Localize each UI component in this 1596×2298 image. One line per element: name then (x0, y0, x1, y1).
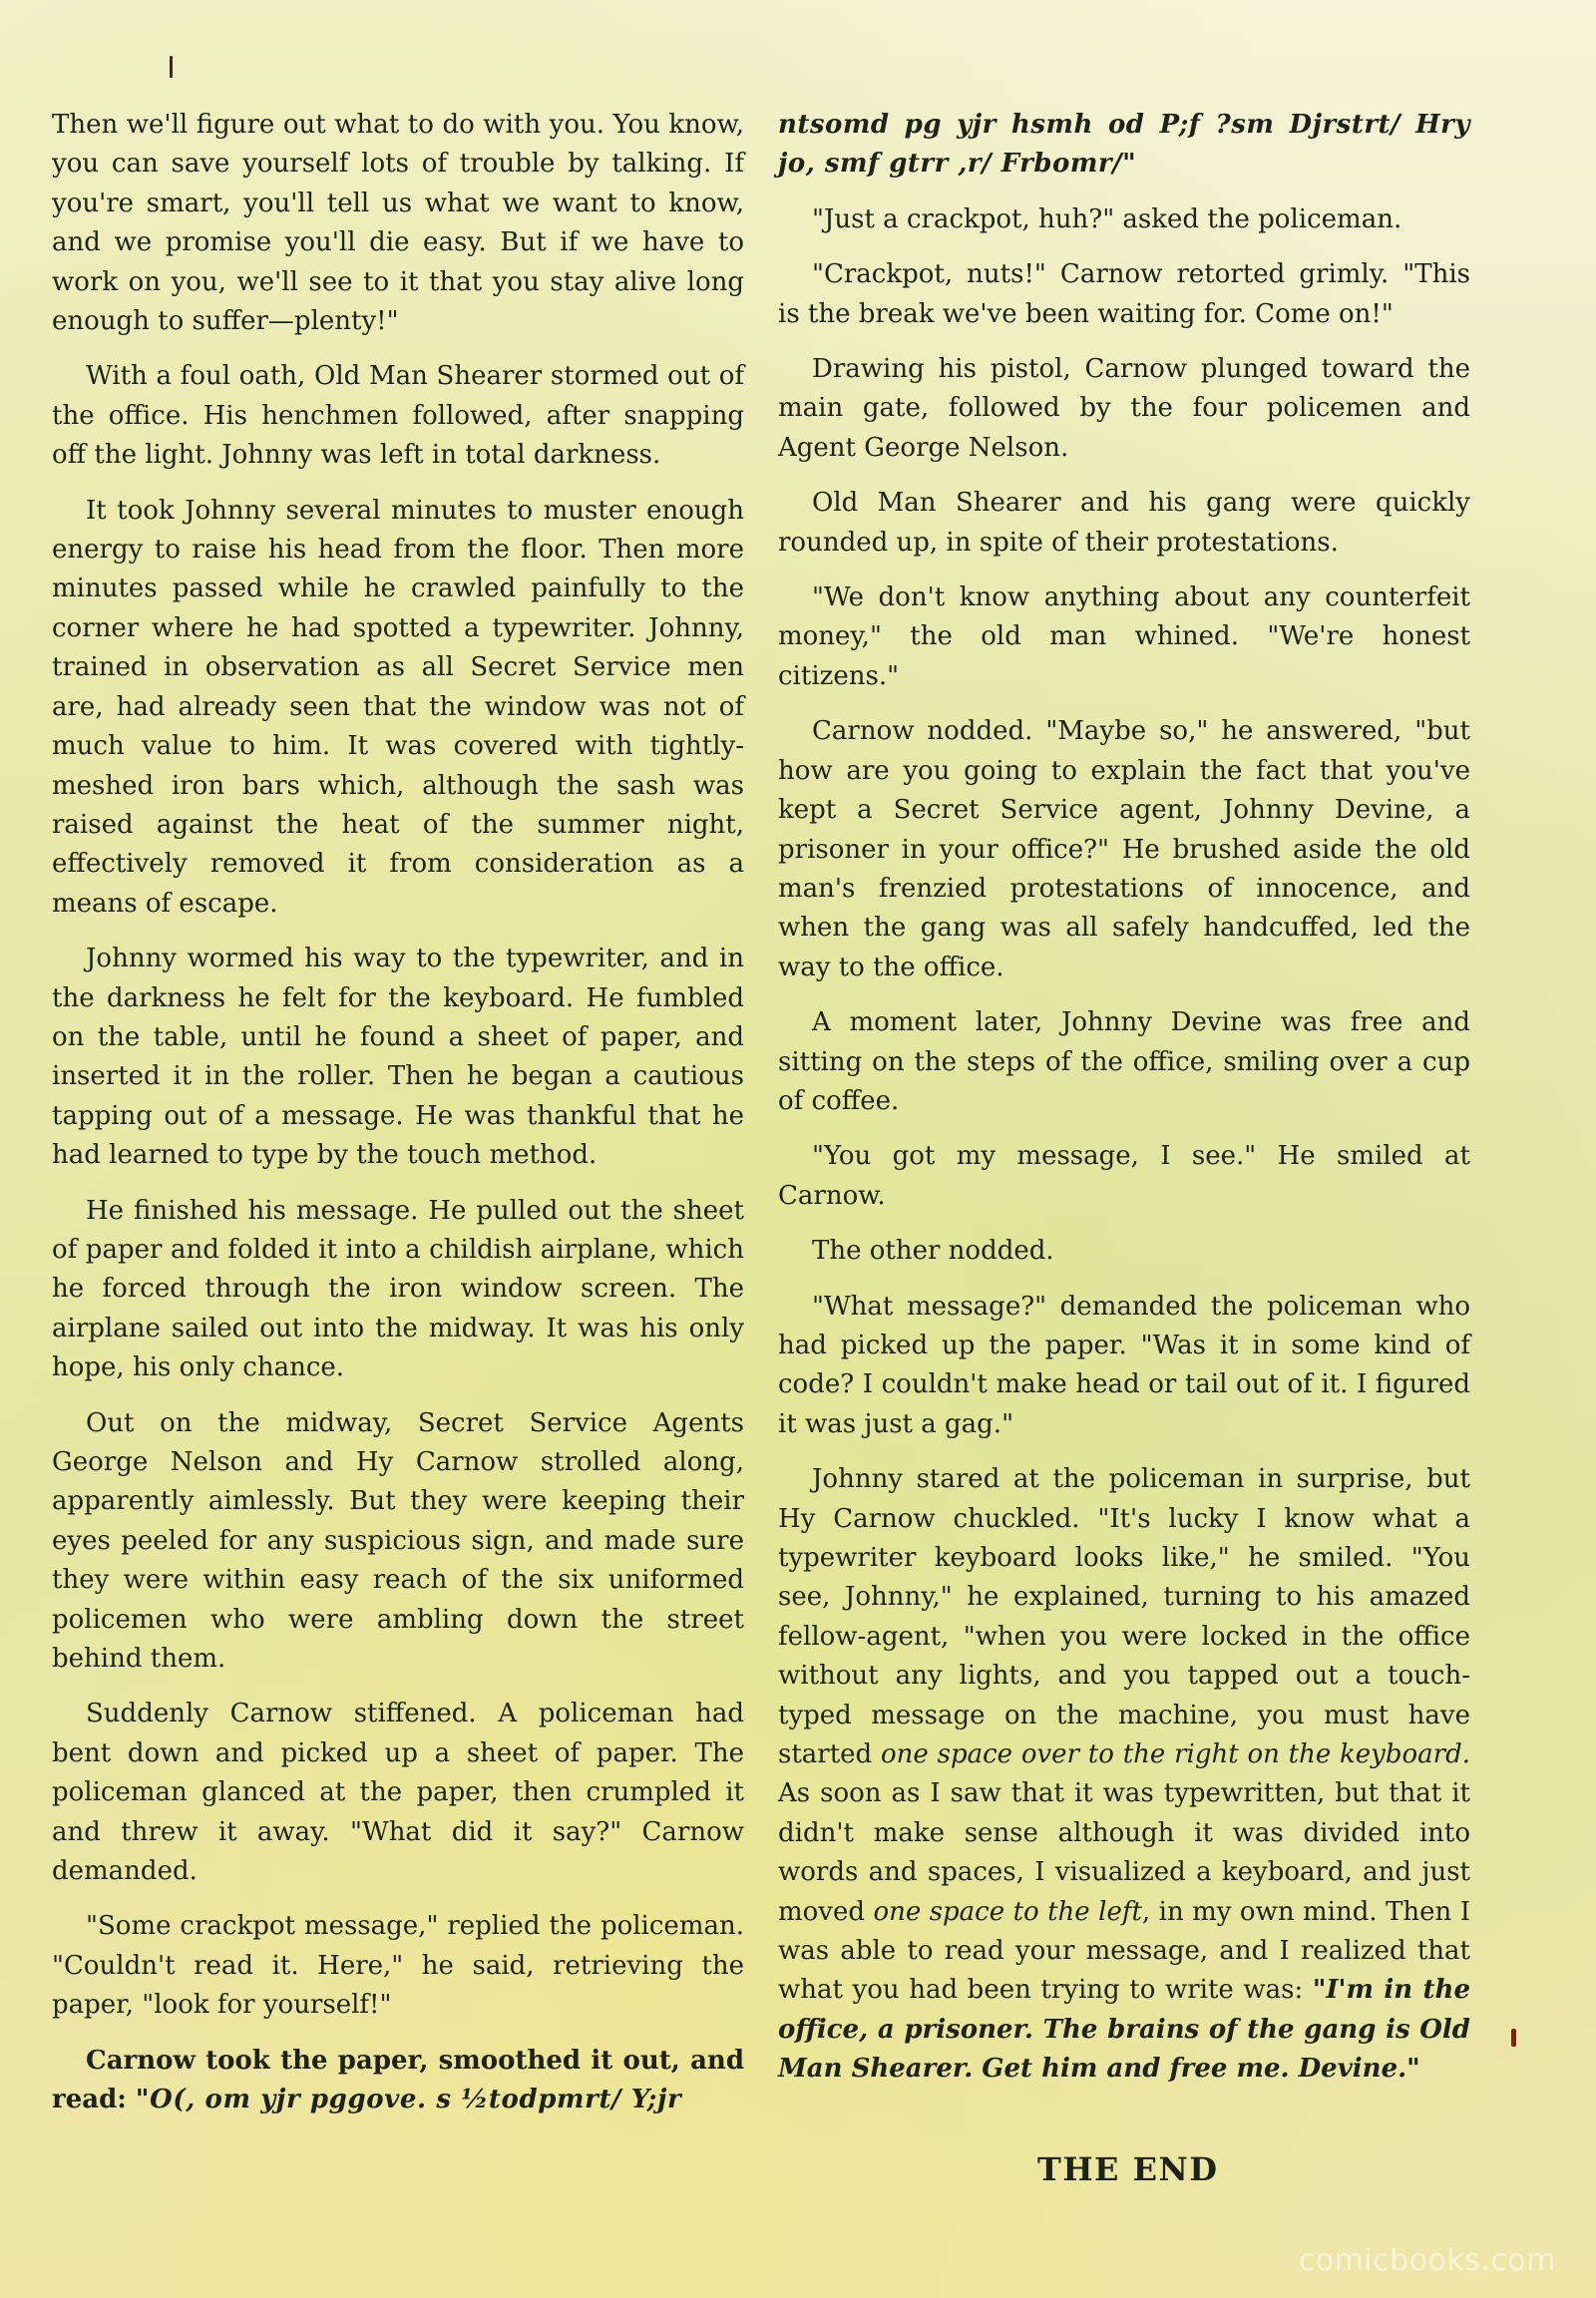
coded-message-continued: ntsomd pg yjr hsmh od P;f ?sm Djrstrt/ Hry jo, smf gtrr ,r/ Frbomr/" (778, 110, 1470, 180)
emphasis-run: one space to the left (873, 1896, 1142, 1927)
paragraph-lead: Carnow took the paper, smoothed it out, and read: (52, 2045, 744, 2115)
paragraph: Johnny wormed his way to the typewriter, and in the darkness he felt for the keyboard. He fumbled on the table, until he found a sheet of paper, and inserted it in the roller. Then he began a cautious tapping out of a message. He was thankful that he had learned to type by the touch method. (52, 944, 744, 1171)
paragraph: "Just a crackpot, huh?" asked the policeman. (812, 203, 1402, 234)
right-column (778, 106, 1470, 2106)
paragraph: Then we'll figure out what to do with you. You know, you can save yourself lots of trouble by talking. If you're smart, you'll tell us what we want to know, and we promise you'll die easy. But if we have to work on you, we'll see to it that you stay alive long enough to suffer—plenty!" (52, 110, 744, 337)
paragraph-coded-message-start (52, 2042, 744, 2120)
paragraph: Out on the midway, Secret Service Agents George Nelson and Hy Carnow strolled along, apparently aimlessly. But they were keeping their eyes peeled for any suspicious sign, and made sure they were within easy reach of the six uniformed policemen who were ambling down the street behind them. (52, 1407, 744, 1675)
ink-speck (170, 56, 173, 78)
decoded-message: "I'm in the office, a prisoner. The brains of the gang is Old Man Shearer. Get him and free me. Devine." (778, 1975, 1470, 2085)
paragraph: "What message?" demanded the policeman who had picked up the paper. "Was it in some kind of code? I couldn't make head or tail out of it. I figured it was just a gag." (778, 1291, 1470, 1439)
paragraph: A moment later, Johnny Devine was free and sitting on the steps of the office, smiling over a cup of coffee. (778, 1007, 1470, 1116)
paragraph: With a foul oath, Old Man Shearer stormed out of the office. His henchmen followed, after snapping off the light. Johnny was left in total darkness. (52, 361, 744, 471)
paragraph: "Crackpot, nuts!" Carnow retorted grimly. "This is the break we've been waiting for. Come on!" (778, 259, 1470, 329)
paragraph: Carnow nodded. "Maybe so," he answered, "but how are you going to explain the fact that you've kept a Secret Service agent, Johnny Devine, a prisoner in your office?" He brushed aside the old man's frenzied protestations of innocence, and when the gang was all safely handcuffed, led the way to the office. (778, 716, 1470, 982)
coded-message: "O(, om yjr pggove. s ½todpmrt/ Y;jr (135, 2085, 682, 2115)
paragraph-explanation (778, 1460, 1470, 2090)
paragraph: Drawing his pistol, Carnow plunged toward the main gate, followed by the four policemen and Agent George Nelson. (778, 354, 1470, 463)
paragraph: He finished his message. He pulled out the sheet of paper and folded it into a childish airplane, which he forced through the iron window screen. The airplane sailed out into the midway. It was his only hope, his only chance. (52, 1195, 744, 1383)
paragraph: It took Johnny several minutes to muster enough energy to raise his head from the floor. Then more minutes passed while he crawled painfully to the corner where he had spotted a typewriter. Johnny, trained in observation as all Secret Service men are, had already seen that the window was not of much value to him. It was covered with tightly-meshed iron bars which, although the sash was raised against the heat of the summer night, effectively removed it from consideration as a means of escape. (52, 495, 744, 919)
text-run: , in my own mind. Then I was able to read your message, and I realized that what you had been trying to write was: (778, 1896, 1471, 2006)
paragraph: Suddenly Carnow stiffened. A policeman had bent down and picked up a sheet of paper. The policeman glanced at the paper, then crumpled it and threw it away. "What did it say?" Carnow demanded. (52, 1699, 744, 1887)
paragraph: "Some crackpot message," replied the policeman. "Couldn't read it. Here," he said, retrieving the paper, "look for yourself!" (52, 1911, 744, 2021)
paragraph: "You got my message, I see." He smiled at Carnow. (778, 1141, 1470, 1211)
the-end-label: THE END (1037, 2150, 1219, 2188)
left-column (52, 106, 744, 2136)
paragraph: Old Man Shearer and his gang were quickly rounded up, in spite of their protestations. (778, 488, 1470, 558)
text-run: As soon as I saw that it was typewritten, but that it didn't make sense although it was divided into words and spaces, I visualized a keyboard, and just moved (778, 1778, 1470, 1927)
emphasis-run: one space over to the right on the keyboard. (881, 1739, 1471, 1770)
paragraph: The other nodded. (812, 1236, 1054, 1267)
ink-speck (1511, 2029, 1516, 2047)
watermark: comicbooks.com (1298, 2243, 1556, 2278)
text-run: Johnny stared at the policeman in surprise, but Hy Carnow chuckled. "It's lucky I know what a typewriter keyboard looks like," he smiled. "You see, Johnny," he explained, turning to his amazed fellow-agent, "when you were locked in the office without any lights, and you tapped out a touch-typed message on the machine, you must have started (778, 1464, 1470, 1770)
paragraph: "We don't know anything about any counterfeit money," the old man whined. "We're honest citizens." (778, 582, 1470, 691)
